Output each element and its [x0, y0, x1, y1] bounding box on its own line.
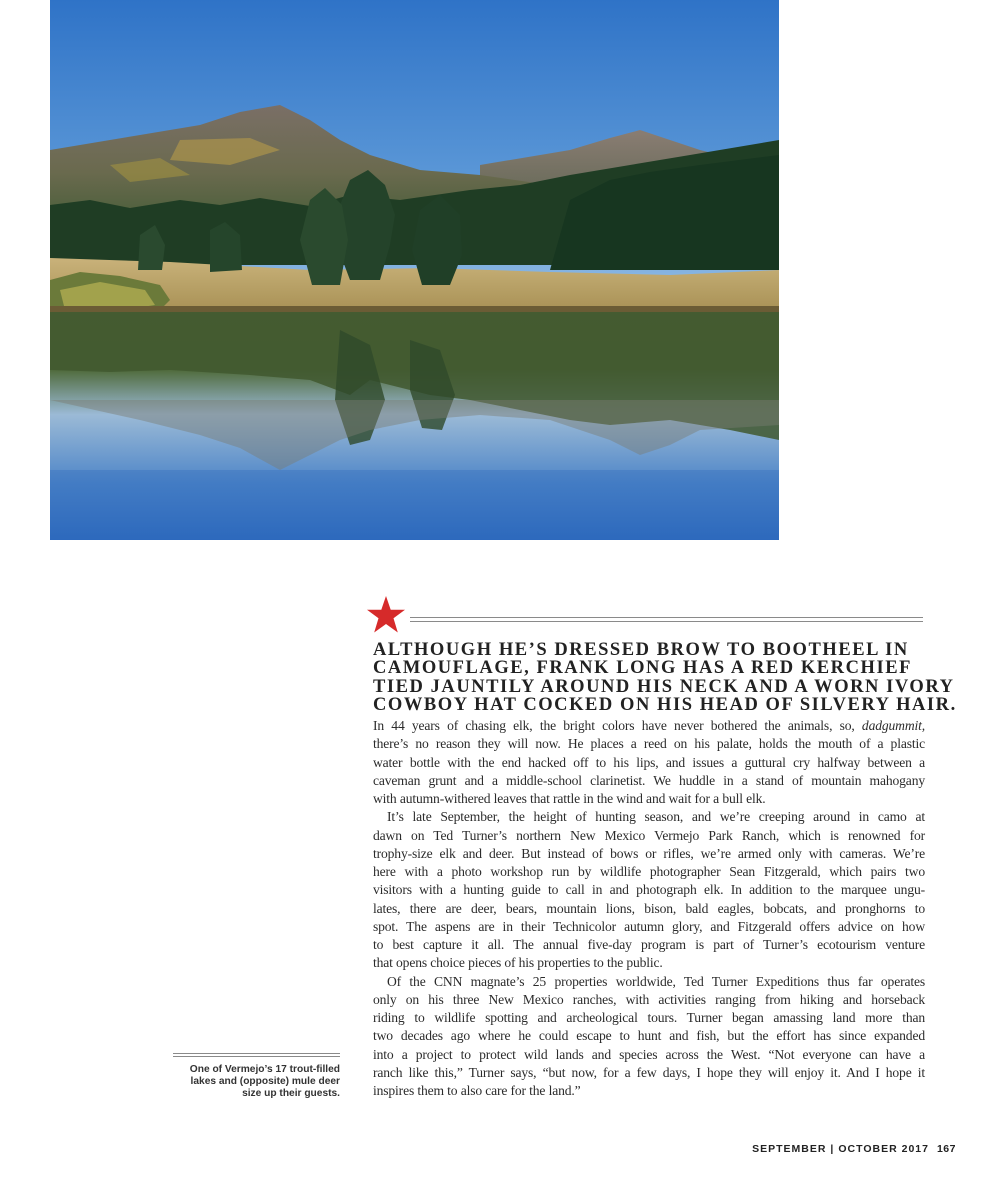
body-line: only on his three New Mexico ranches, with activities ranging from hiking and horseback — [373, 991, 925, 1007]
lede-line: CAMOUFLAGE, FRANK LONG HAS A RED KERCHIEF — [373, 658, 912, 679]
body-line: two decades ago where he could escape to hunt and fish, but the effort has since expanded — [373, 1028, 925, 1044]
photo-caption — [160, 1064, 340, 1101]
body-line: In 44 years of chasing elk, the bright colors have never bothered the animals, so, dadgummit, — [373, 718, 925, 733]
lede-line: ALTHOUGH HE’S DRESSED BROW TO BOOTHEEL IN — [373, 640, 909, 660]
body-line: spot. The aspens are in their Technicolor autumn glory, and Fitzgerald offers advice on how — [373, 918, 925, 934]
page-folio — [752, 1143, 956, 1155]
body-line: into a project to protect wild lands and species across the West. “Not everyone can have a — [373, 1046, 925, 1062]
body-line: that opens choice pieces of his properties to the public. — [373, 955, 663, 971]
body-line: ranch like this,” Turner says, “but now, for a few days, I hope they will enjoy it. And I hope it — [373, 1064, 925, 1080]
body-line: here with a photo workshop run by wildlife photographer Sean Fitzgerald, which pairs two — [373, 864, 925, 879]
body-line: Of the CNN magnate’s 25 properties worldwide, Ted Turner Expeditions thus far operates — [387, 973, 925, 989]
body-line: to best capture it all. The annual five-day program is part of Turner’s ecotourism venture — [373, 937, 925, 952]
body-line: riding to wildlife spotting and archeological tours. Turner began amassing land more than — [373, 1010, 925, 1025]
body-line: It’s late September, the height of hunting season, and we’re creeping around in camo at — [387, 809, 925, 825]
body-line: there’s no reason they will now. He places a reed on his palate, holds the mouth of a plastic — [373, 736, 925, 752]
lake-landscape-photo — [50, 0, 779, 540]
article-lede — [373, 640, 957, 716]
caption-line: One of Vermejo’s 17 trout-filled — [189, 1064, 340, 1075]
body-line: lates, there are deer, bears, mountain lions, bison, bald eagles, bobcats, and pronghorns to — [373, 900, 925, 916]
body-line: caveman grunt and a middle-school clarinetist. We huddle in a stand of mountain mahogany — [373, 772, 925, 788]
body-line: inspires them to also care for the land.” — [373, 1083, 581, 1098]
caption-divider — [173, 1053, 340, 1057]
page-number: 167 — [936, 1143, 956, 1155]
body-line: water bottle with the end hacked off to his lips, and issues a guttural cry halfway between a — [373, 754, 925, 770]
lede-line: COWBOY HAT COCKED ON HIS HEAD OF SILVERY HAIR. — [373, 695, 957, 716]
article-body — [373, 717, 925, 1100]
caption-line: lakes and (opposite) mule deer — [190, 1076, 340, 1088]
body-line: with autumn-withered leaves that rattle in the wind and wait for a bull elk. — [373, 791, 766, 806]
lede-line: TIED JAUNTILY AROUND HIS NECK AND A WORN IVORY — [373, 676, 955, 697]
folio-issue-date: OCTOBER 2017 — [838, 1143, 929, 1155]
folio-separator: | — [830, 1143, 835, 1155]
folio-issue: SEPTEMBER — [752, 1143, 827, 1155]
section-divider — [410, 617, 923, 622]
star-icon — [366, 596, 406, 634]
body-line: trophy-size elk and deer. But instead of bows or rifles, we’re armed only with cameras. We’re — [373, 845, 925, 861]
caption-line: size up their guests. — [242, 1088, 340, 1100]
body-line: visitors with a hunting guide to call in and photograph elk. In addition to the marquee ungu- — [373, 882, 925, 898]
body-line: dawn on Ted Turner’s northern New Mexico Vermejo Park Ranch, which is renowned for — [373, 827, 925, 843]
